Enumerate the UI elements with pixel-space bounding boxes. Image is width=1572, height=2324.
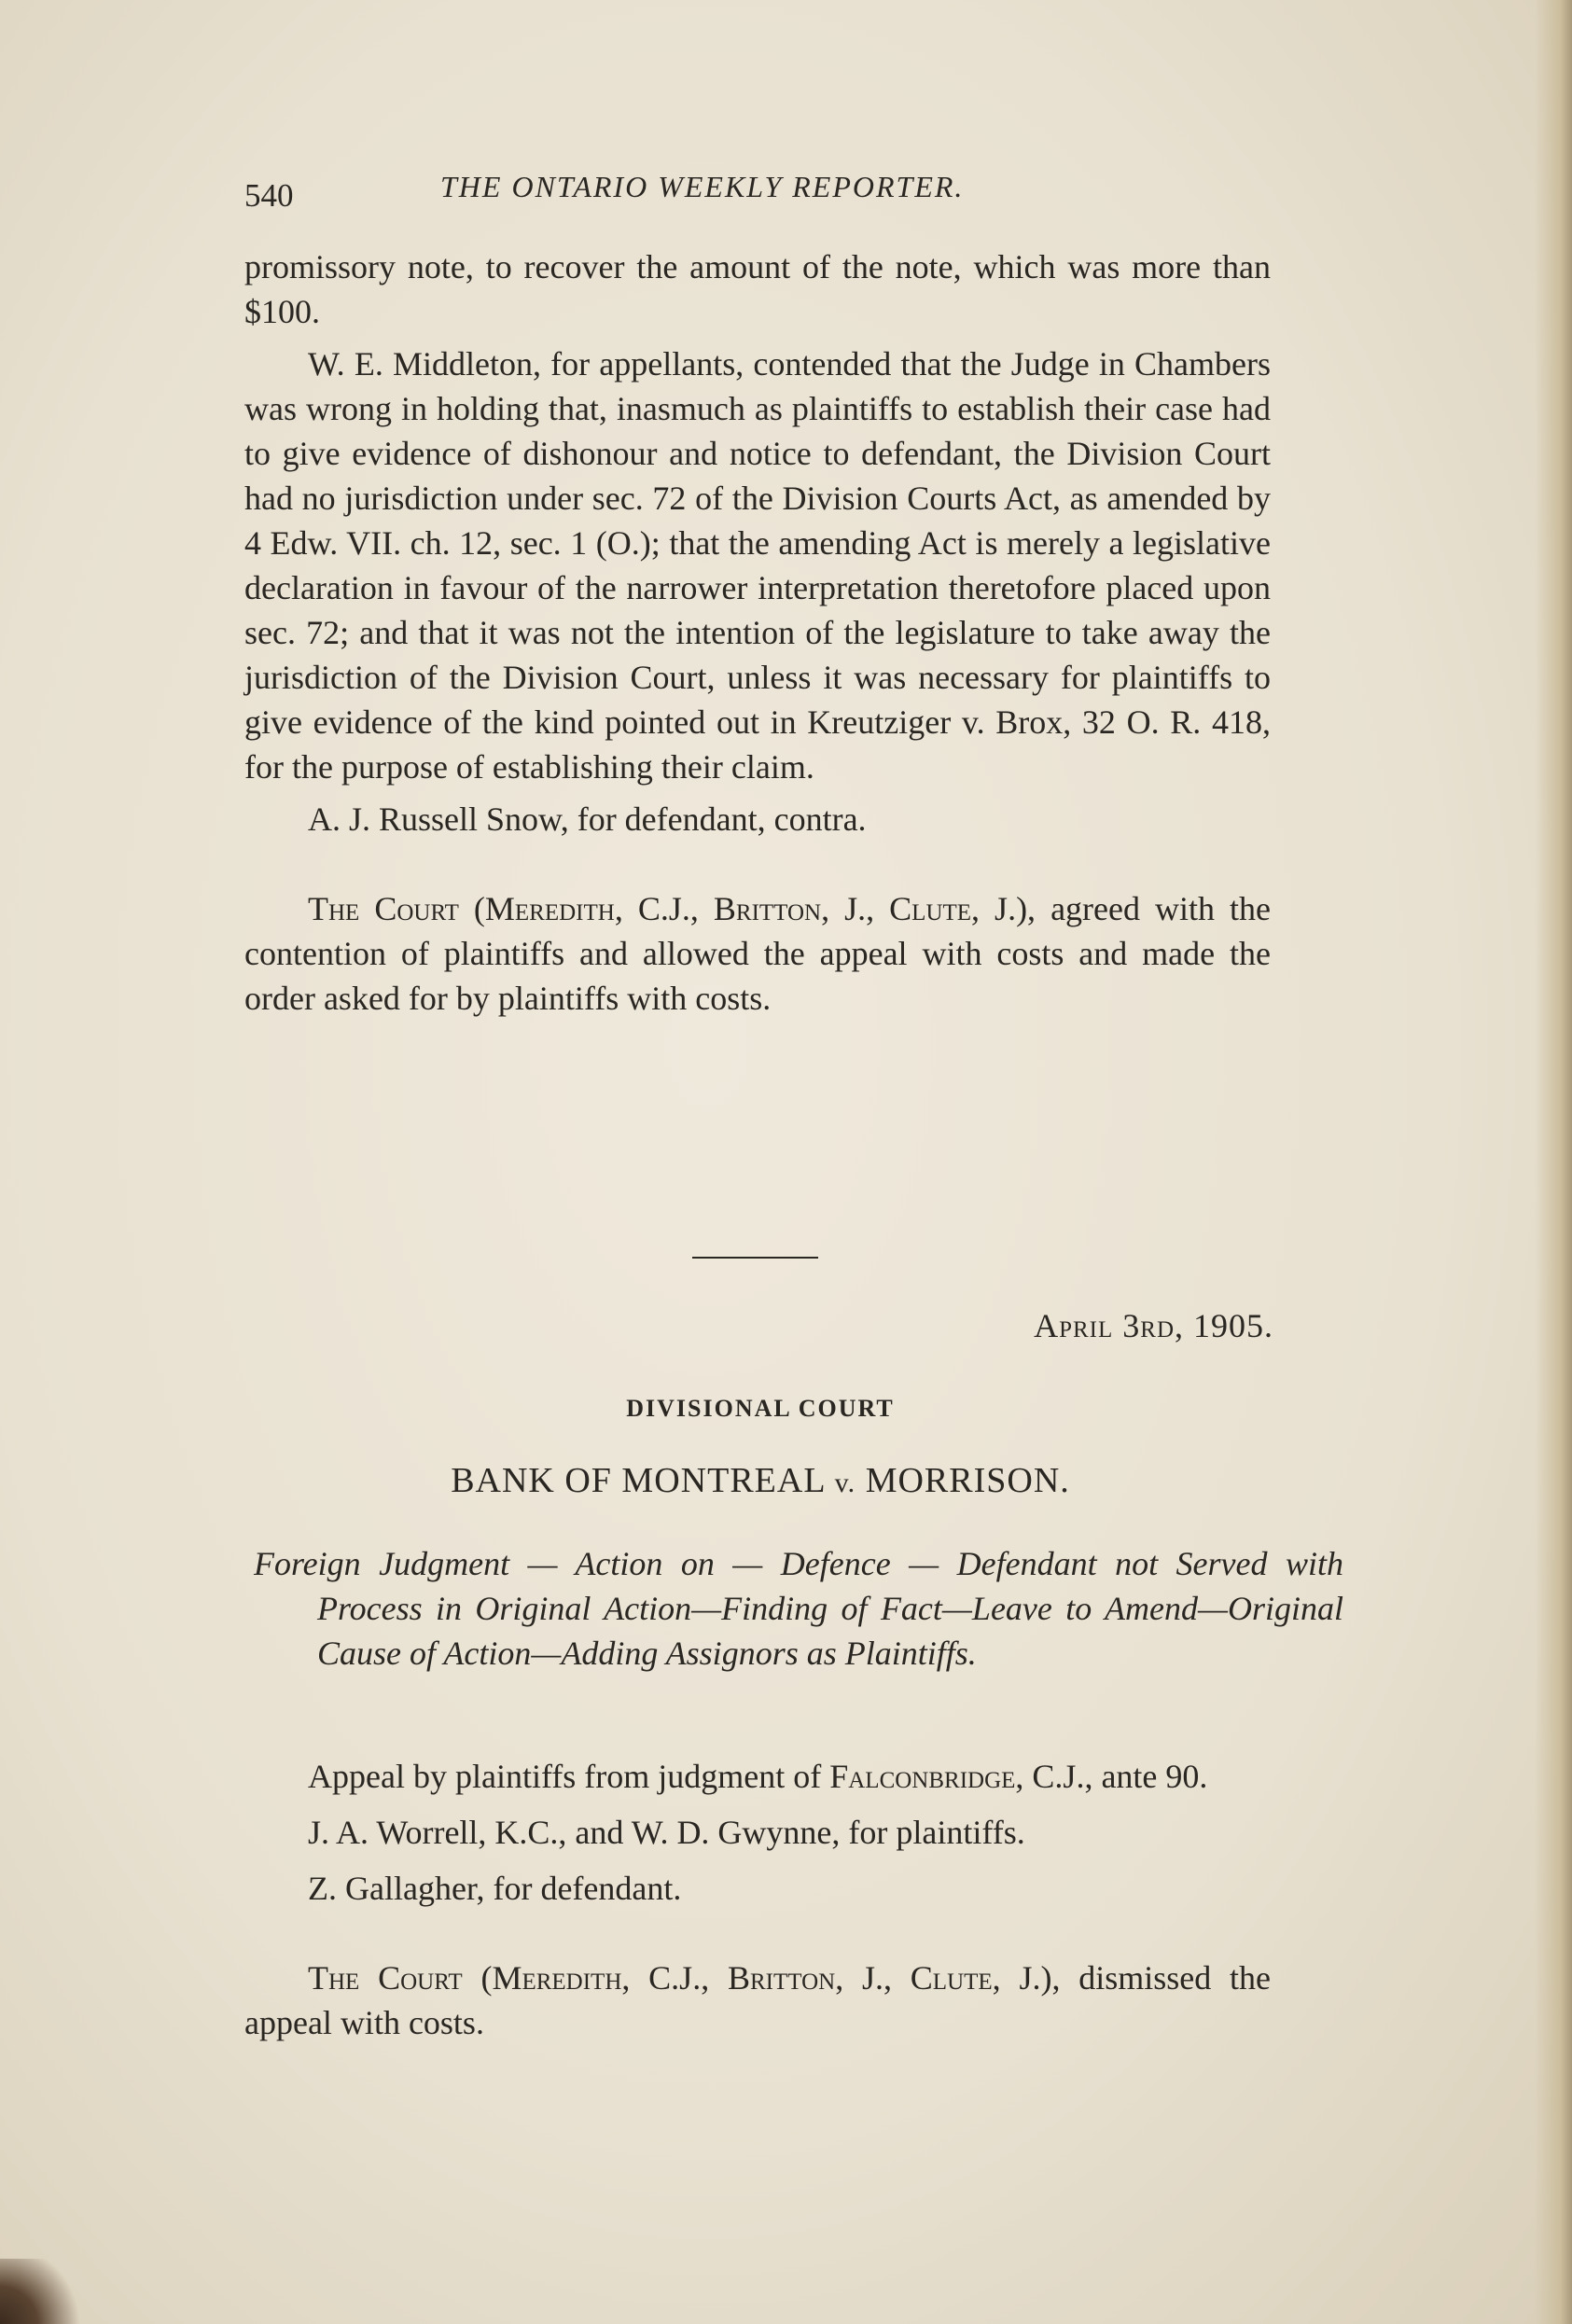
punctuation: (: [458, 890, 485, 927]
court-name: The Court: [308, 890, 459, 927]
punctuation: , J.),: [992, 1959, 1061, 1997]
judge-name: Britton: [727, 1959, 836, 1997]
decision-date: April 3rd, 1905.: [1034, 1307, 1273, 1344]
punctuation: , C.J.,: [621, 1959, 728, 1997]
judge-name: Clute: [889, 890, 972, 927]
court-name: The Court: [308, 1959, 463, 1997]
paragraph-continuation: promissory note, to recover the amount of the note, which was more than $100.: [244, 248, 1271, 330]
plaintiff-name: BANK OF MONTREAL: [451, 1461, 826, 1500]
judge-name: Clute: [910, 1959, 993, 1997]
punctuation: , J.,: [835, 1959, 911, 1997]
punctuation: , J.),: [971, 890, 1036, 927]
punctuation: , J.,: [821, 890, 890, 927]
appeal-reference: , C.J., ante 90.: [1015, 1758, 1208, 1795]
defendant-name: MORRISON.: [865, 1461, 1070, 1500]
second-case-body: [244, 1754, 1271, 2045]
paragraph-respondent-counsel: A. J. Russell Snow, for defendant, contra.: [308, 800, 867, 838]
punctuation: , C.J.,: [614, 890, 714, 927]
paragraph-court-decision: [244, 886, 1271, 1021]
appeal-text: Appeal by plaintiffs from judgment of: [308, 1758, 830, 1795]
decision-text: dismissed the appeal with costs.: [244, 1959, 1272, 2041]
paragraph-appellant-argument: W. E. Middleton, for appellants, contended that the Judge in Chambers was wrong in holding that, inasmuch as plaintiffs to establish their case had to give evidence of dishonour and notice to defendant, the Division Court had no jurisdiction under sec. 72 of the Division Courts Act, as amended by 4 Edw. VII. ch. 12, sec. 1 (O.); that the amending Act is merely a legislative declaration in favour of the narrower interpretation theretofore placed upon sec. 72; and that it was not the intention of the legislature to take away the jurisdiction of the Division Court, unless it was necessary for plaintiffs to give evidence of the kind pointed out in Kreutziger v. Brox, 32 O. R. 418, for the purpose of establishing their claim.: [244, 345, 1271, 786]
punctuation: (: [462, 1959, 493, 1997]
judge-name: Britton: [713, 890, 822, 927]
paragraph-defendant-counsel: Z. Gallagher, for defendant.: [308, 1870, 682, 1907]
running-title: THE ONTARIO WEEKLY REPORTER.: [440, 170, 965, 203]
decision-text: agreed with the contention of plaintiffs and allowed the appeal with costs and made the order asked for by plaintiffs with costs.: [244, 890, 1272, 1017]
case-title: [0, 1460, 1521, 1501]
paragraph-plaintiffs-counsel: J. A. Worrell, K.C., and W. D. Gwynne, for plaintiffs.: [308, 1814, 1025, 1851]
first-case-body: [244, 244, 1271, 1021]
versus: v.: [834, 1468, 856, 1498]
page-edge-shading: [1535, 0, 1572, 2324]
paragraph-appeal: [244, 1754, 1271, 1799]
page-number: 540: [244, 177, 294, 214]
headnote: Foreign Judgment — Action on — Defence — Defendant not Served with Process in Original Action—Finding of Fact—Leave to Amend—Original Cause of Action—Adding Assignors as Plaintiffs.: [254, 1545, 1343, 1672]
page-header: [244, 170, 1280, 216]
corner-shadow: [0, 2259, 84, 2324]
paragraph-court-decision: [244, 1955, 1271, 2045]
section-divider: [692, 1257, 818, 1259]
court-heading: DIVISIONAL COURT: [626, 1395, 895, 1422]
judge-name: Meredith: [492, 1959, 622, 1997]
judge-name: Meredith: [484, 890, 615, 927]
judge-name: Falconbridge: [829, 1758, 1016, 1795]
